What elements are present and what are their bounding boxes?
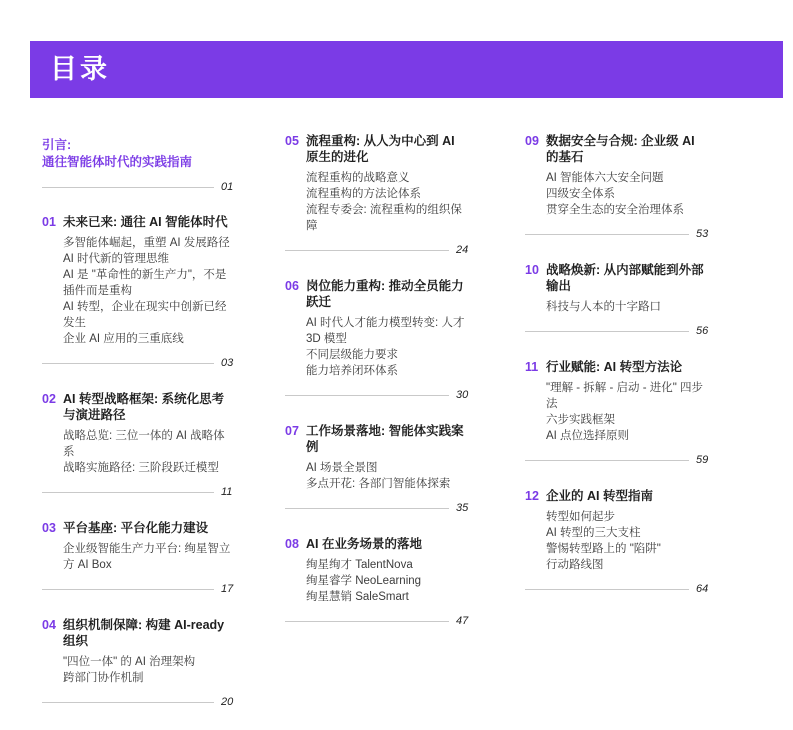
section-pageline (285, 243, 470, 257)
section-number: 11 (525, 360, 539, 374)
section-item: 绚星绚才 TalentNova (306, 559, 413, 571)
intro-pageline (42, 180, 235, 194)
section-heading (525, 133, 710, 165)
section-title: 企业的 AI 转型指南 (546, 489, 653, 503)
toc-section (285, 423, 470, 515)
section-item: 警惕转型路上的 "陷阱" (546, 543, 661, 555)
section-item: 科技与人本的十字路口 (546, 301, 661, 313)
toc-section (525, 488, 710, 596)
section-number: 09 (525, 134, 539, 148)
section-number: 04 (42, 618, 56, 632)
toc-section (42, 520, 235, 596)
section-number: 03 (42, 521, 56, 535)
page-number: 17 (221, 582, 234, 595)
section-pageline (525, 324, 710, 338)
section-items (525, 380, 710, 444)
section-number: 08 (285, 537, 299, 551)
section-item: AI 时代人才能力模型转变: 人才 3D 模型 (306, 317, 465, 345)
page-number: 03 (221, 356, 234, 369)
section-item: 行动路线图 (546, 559, 604, 571)
divider-line (525, 460, 689, 461)
section-items (285, 170, 470, 234)
section-title: 工作场景落地: 智能体实践案例 (306, 424, 464, 454)
divider-line (42, 589, 214, 590)
section-title: 数据安全与合规: 企业级 AI 的基石 (546, 134, 695, 164)
section-item: 转型如何起步 (546, 511, 615, 523)
divider-line (285, 621, 449, 622)
page-number: 64 (696, 582, 709, 595)
section-item: 战略总览: 三位一体的 AI 战略体系 (63, 430, 225, 458)
divider-line (285, 395, 449, 396)
section-item: 跨部门协作机制 (63, 672, 144, 684)
section-title: AI 在业务场景的落地 (306, 537, 422, 551)
section-title: 平台基座: 平台化能力建设 (63, 521, 209, 535)
section-pageline (525, 582, 710, 596)
page-number: 30 (456, 388, 469, 401)
section-item: "四位一体" 的 AI 治理架构 (63, 656, 196, 668)
section-pageline (285, 388, 470, 402)
section-number: 01 (42, 215, 56, 229)
section-number: 10 (525, 263, 539, 277)
section-heading (285, 133, 470, 165)
section-item: 企业级智能生产力平台: 绚星智立方 AI Box (63, 543, 231, 571)
section-items (525, 170, 710, 218)
page-number: 24 (456, 243, 469, 256)
section-item: 贯穿全生态的安全治理体系 (546, 204, 684, 216)
section-items (42, 541, 235, 573)
section-number: 02 (42, 392, 56, 406)
section-title: 组织机制保障: 构建 AI-ready 组织 (63, 618, 225, 648)
page-title: 目录 (50, 54, 110, 84)
section-pageline (285, 614, 470, 628)
toc-banner (30, 41, 783, 98)
toc-section (42, 391, 235, 499)
section-number: 12 (525, 489, 539, 503)
divider-line (42, 492, 214, 493)
section-item: 绚星睿学 NeoLearning (306, 575, 422, 587)
section-item: AI 点位选择原则 (546, 430, 630, 442)
section-item: 流程重构的战略意义 (306, 172, 410, 184)
toc-section (42, 214, 235, 370)
section-heading (525, 359, 710, 375)
section-number: 07 (285, 424, 299, 438)
toc-section (285, 278, 470, 402)
divider-line (42, 187, 214, 188)
section-heading (285, 536, 470, 552)
section-items (525, 299, 710, 315)
toc-column-2 (285, 133, 470, 730)
section-item: 不同层级能力要求 (306, 349, 398, 361)
toc-section (525, 359, 710, 467)
page-number: 11 (221, 485, 233, 498)
section-number: 06 (285, 279, 299, 293)
section-pageline (285, 501, 470, 515)
page-number: 47 (456, 614, 469, 627)
intro-subtitle: 通往智能体时代的实践指南 (42, 155, 193, 169)
intro-label: 引言: (42, 138, 72, 152)
section-pageline (42, 356, 235, 370)
section-heading (525, 262, 710, 294)
section-items (42, 235, 235, 347)
section-number: 05 (285, 134, 299, 148)
section-item: AI 转型的三大支柱 (546, 527, 641, 539)
section-item: "理解 - 拆解 - 启动 - 进化" 四步法 (546, 382, 704, 410)
page-number: 59 (696, 453, 709, 466)
section-item: AI 是 "革命性的新生产力"，不是插件而是重构 (63, 269, 227, 297)
toc-section (42, 617, 235, 709)
section-item: 流程专委会: 流程重构的组织保障 (306, 204, 462, 232)
divider-line (525, 331, 689, 332)
section-title: 战略焕新: 从内部赋能到外部输出 (546, 263, 704, 293)
toc-section (525, 262, 710, 338)
section-item: 六步实践框架 (546, 414, 615, 426)
section-heading (525, 488, 710, 504)
section-item: AI 智能体六大安全问题 (546, 172, 664, 184)
section-item: 战略实施路径: 三阶段跃迁模型 (63, 462, 219, 474)
section-item: AI 场景全景图 (306, 462, 378, 474)
section-heading (285, 278, 470, 310)
divider-line (42, 363, 214, 364)
section-items (285, 315, 470, 379)
section-items (525, 509, 710, 573)
section-item: 多点开花: 各部门智能体探索 (306, 478, 451, 490)
section-item: 多智能体崛起，重塑 AI 发展路径 (63, 237, 230, 249)
section-pageline (42, 485, 235, 499)
section-heading (42, 391, 235, 423)
section-item: 能力培养闭环体系 (306, 365, 398, 377)
section-item: 四级安全体系 (546, 188, 615, 200)
toc-section (285, 536, 470, 628)
section-item: 绚星慧销 SaleSmart (306, 591, 409, 603)
section-item: AI 转型，企业在现实中创新已经发生 (63, 301, 227, 329)
section-heading (42, 214, 235, 230)
section-title: AI 转型战略框架: 系统化思考与演进路径 (63, 392, 225, 422)
section-title: 行业赋能: AI 转型方法论 (546, 360, 683, 374)
section-pageline (525, 227, 710, 241)
divider-line (42, 702, 214, 703)
page-number: 53 (696, 227, 709, 240)
toc-columns (42, 133, 710, 730)
page-number: 35 (456, 501, 469, 514)
divider-line (285, 250, 449, 251)
section-heading (42, 617, 235, 649)
intro-section (42, 133, 235, 194)
section-title: 流程重构: 从人为中心到 AI 原生的进化 (306, 134, 455, 164)
section-pageline (42, 582, 235, 596)
toc-section (525, 133, 710, 241)
section-items (42, 654, 235, 686)
section-item: AI 时代新的管理思维 (63, 253, 170, 265)
divider-line (525, 234, 689, 235)
section-title: 岗位能力重构: 推动全员能力跃迁 (306, 279, 464, 309)
section-pageline (525, 453, 710, 467)
section-item: 企业 AI 应用的三重底线 (63, 333, 184, 345)
page-number: 01 (221, 180, 234, 193)
section-items (285, 460, 470, 492)
toc-section (285, 133, 470, 257)
divider-line (525, 589, 689, 590)
section-title: 未来已来: 通往 AI 智能体时代 (63, 215, 228, 229)
section-heading (285, 423, 470, 455)
page-number: 20 (221, 695, 234, 708)
toc-column-3 (525, 133, 710, 730)
section-items (42, 428, 235, 476)
section-items (285, 557, 470, 605)
page-number: 56 (696, 324, 709, 337)
divider-line (285, 508, 449, 509)
section-pageline (42, 695, 235, 709)
section-heading (42, 520, 235, 536)
section-item: 流程重构的方法论体系 (306, 188, 421, 200)
toc-column-1 (42, 133, 235, 730)
